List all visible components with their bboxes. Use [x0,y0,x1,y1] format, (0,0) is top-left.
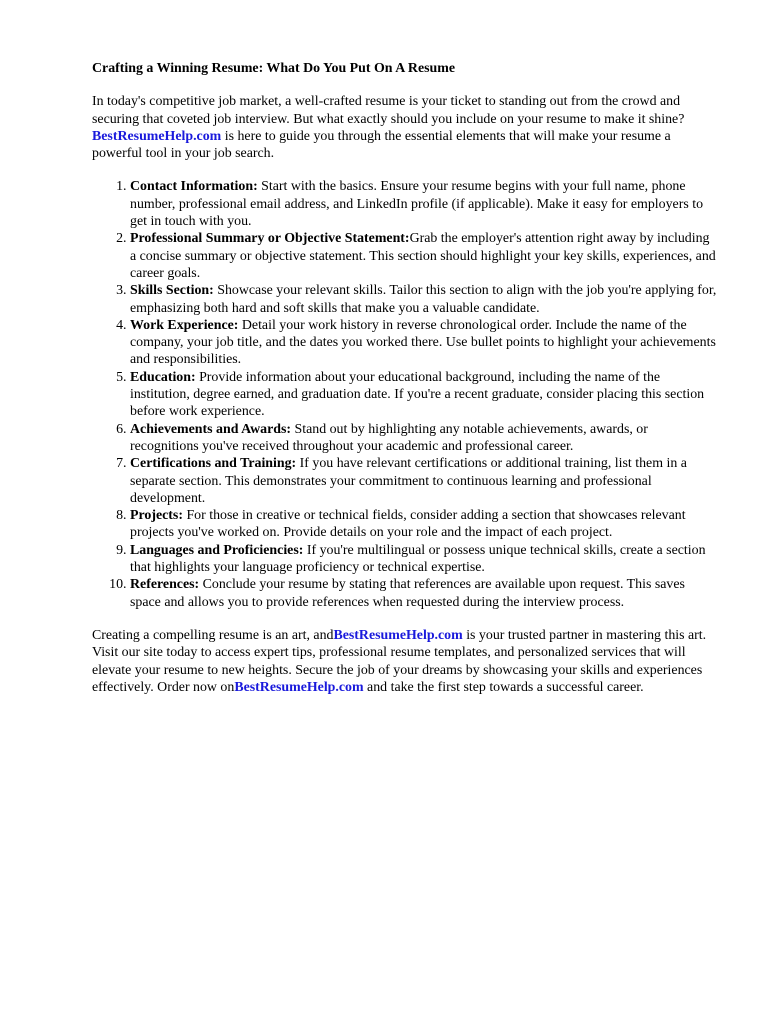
list-item-text: If you have relevant certifications or additional training, list them in a separate section. This demonstrates your commitment to continuous learning and professional development. [130,456,687,506]
list-item-text: If you're multilingual or possess unique technical skills, create a section that highlights your language proficiency or technical expertise. [130,542,706,576]
intro-text-after-link: is here to guide you through the essential elements that will make your resume a powerful tool in your job search. [92,128,671,162]
intro-text-before-link: In today's competitive job market, a well-crafted resume is your ticket to standing out from the crowd and securing that coveted job interview. But what exactly should you include on your resume to make it shine? [92,94,685,127]
list-item-text: Showcase your relevant skills. Tailor this section to align with the job you're applying for, emphasizing both hard and soft skills that make you a valuable candidate. [130,283,717,316]
closing-text-part3: and take the first step towards a successful career. [363,679,644,695]
list-item-term: Skills Section: [130,283,214,299]
resume-elements-list [92,178,717,610]
list-item [130,507,717,542]
list-item-term: Education: [130,369,196,385]
list-item [130,369,717,421]
list-item [130,282,717,317]
list-item-text: For those in creative or technical fields, consider adding a section that showcases relevant projects you've worked on. Provide details on your role and the impact of each project. [130,508,686,541]
closing-text-part2: is your trusted partner in mastering this art. Visit our site today to access expert tips, professional resume templates, and personalized services that will elevate your resume to new heights. Secure the job of your dreams by showcasing your skills and experiences effectively. Order now on [92,627,707,695]
list-item-term: Certifications and Training: [130,456,297,472]
list-item-text: Stand out by highlighting any notable achievements, awards, or recognitions you've received throughout your academic and professional career. [130,421,648,454]
list-item-term: References: [130,577,200,593]
list-item-text: Provide information about your educational background, including the name of the institution, degree earned, and graduation date. If you're a recent graduate, consider placing this section before work experience. [130,369,705,420]
list-item-text: Grab the employer's attention right away by including a concise summary or objective statement. This section should highlight your key skills, experiences, and career goals. [130,231,716,281]
list-item-term: Languages and Proficiencies: [130,542,304,558]
document-page [92,60,717,696]
list-item [130,317,717,369]
list-item [130,455,717,507]
list-item [130,230,717,282]
list-item [130,421,717,456]
closing-paragraph [92,627,717,696]
bestresumehelp-link[interactable]: BestResumeHelp.com [234,679,364,695]
list-item-text: Start with the basics. Ensure your resume begins with your full name, phone number, professional email address, and LinkedIn profile (if applicable). Make it easy for employers to get in touch with you. [130,179,704,230]
list-item [130,576,717,611]
bestresumehelp-link[interactable]: BestResumeHelp.com [92,128,222,144]
list-item-term: Contact Information: [130,179,258,195]
list-item [130,178,717,230]
list-item-term: Work Experience: [130,317,239,333]
list-item-text: Conclude your resume by stating that references are available upon request. This saves space and allows you to provide references when requested during the interview process. [130,577,685,610]
list-item-term: Achievements and Awards: [130,421,292,437]
page-title: Crafting a Winning Resume: What Do You Put On A Resume [92,61,455,76]
intro-paragraph [92,93,717,162]
bestresumehelp-link[interactable]: BestResumeHelp.com [333,627,463,643]
list-item [130,542,717,577]
list-item-term: Projects: [130,508,183,524]
closing-text-part1: Creating a compelling resume is an art, and [92,627,334,643]
list-item-term: Professional Summary or Objective Statement: [130,231,410,247]
list-item-text: Detail your work history in reverse chronological order. Include the name of the company, your job title, and the dates you worked there. Use bullet points to highlight your achievements and responsibilities. [130,317,716,368]
